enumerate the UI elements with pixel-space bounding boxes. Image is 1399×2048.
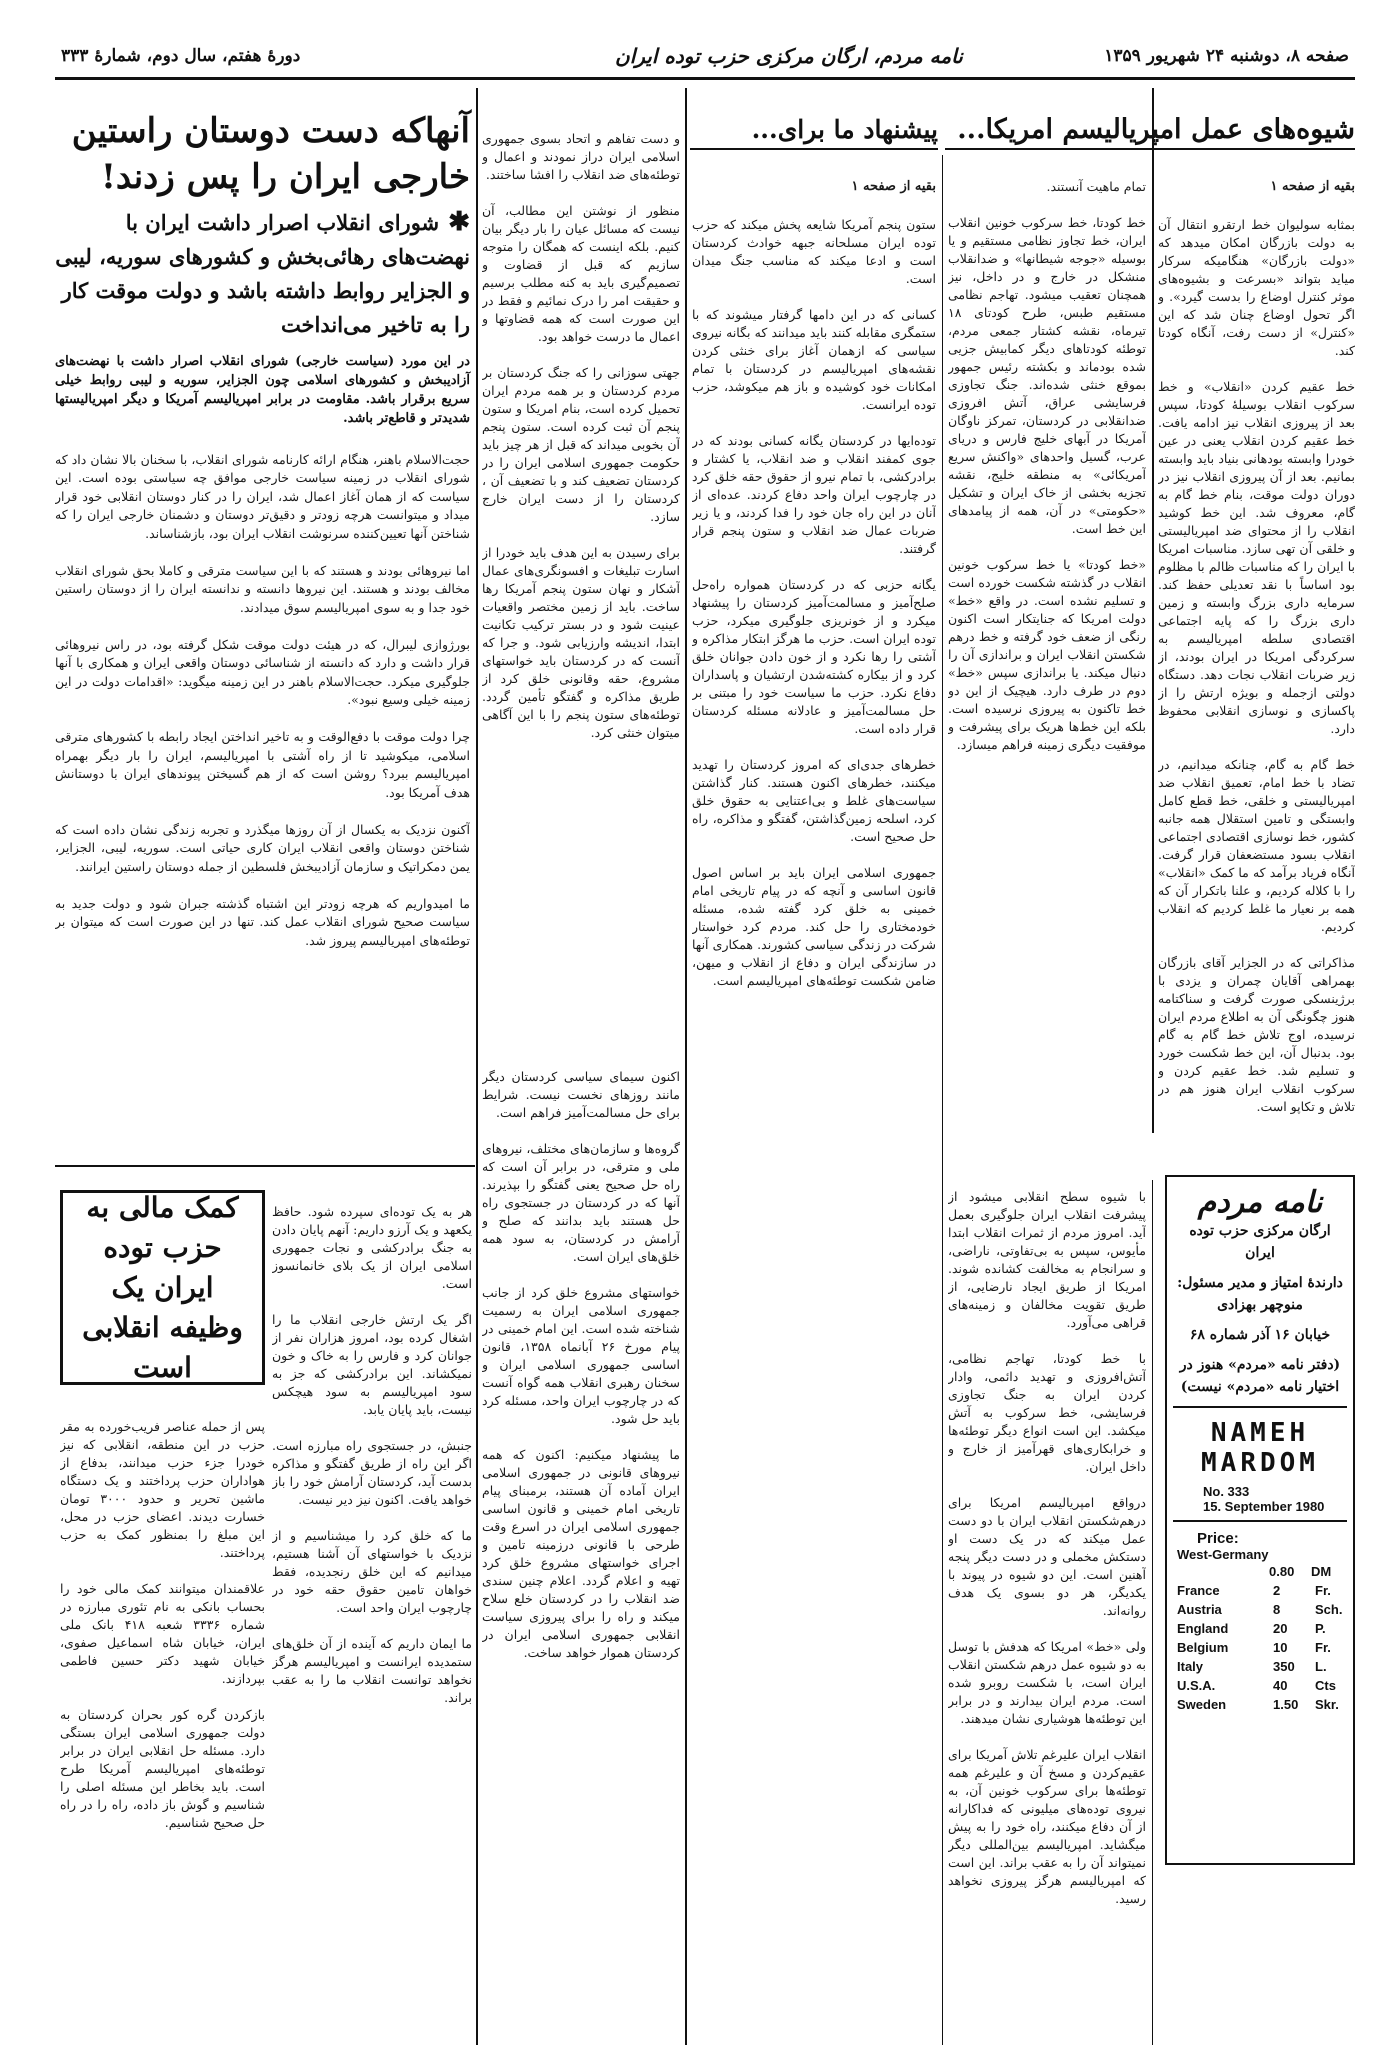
price-amount: 1.50: [1273, 1697, 1299, 1712]
article-aid-text-1: هر به یک توده‌ای سپرده شود. حافظ یکعهد و یک آرزو داریم: آنهم پایان دادن به جنگ برادرکشی و نجات جمهوری اسلامی ایران از یک بلای خانمانسوز است. اگر یک ارتش خارجی انقلاب ما را اشغال کرده بود، امروز هزاران نفر از جوانان کرد و فارس را به خاک و خون نمیکشاند. این برادرکشی که جز به سود امپریالیسم به سود هیچکس نیست، باید پایان یابد. جنبش، در جستجوی راه مبارزه است. اگر این راه از طریق گفتگو و مذاکره بدست آید، کردستان آرامش خود را باز خواهد یافت. اکنون نیز دیر نیست. ما که خلق کرد را میشناسیم و از نزدیک با خواستهای آن آشنا هستیم، میدانیم که این خلق رنجدیده، فقط خواهان تامین حقوق حقه خود در چارچوب ایران واحد است. ما ایمان داریم که آینده از آن خلق‌های ستمدیده ایرانست و امپریالیسم هرگز نخواهد توانست انقلاب ما را به عقب براند.: [272, 1204, 472, 1705]
price-amount: 20: [1273, 1621, 1288, 1636]
masthead-issue-no: No. 333: [1203, 1484, 1250, 1499]
article-proposal-text-3: اکنون سیمای سیاسی کردستان دیگر مانند روزهای نخست نیست. شرایط برای حل مسالمت‌آمیز فراهم است. گروه‌ها و سازمان‌های مختلف، نیروهای ملی و مترقی، در برابر آن است که راه حل صحیح یعنی گفتگو را بپذیرند. آنها که در کردستان در جستجوی راه حل هستند باید بدانند که صلح و آرامش در کردستان، به سود همه خلق‌های ایران است. خواستهای مشروع خلق کرد از جانب جمهوری اسلامی ایران به رسمیت شناخته شده است. این امام خمینی در پیام مورخ ۲۶ آبانماه ۱۳۵۸، قانون اساسی جمهوری اسلامی ایران و سخنان رهبری انقلاب همه گواه آنست که در چارچوب ایران واحد، مسئله کرد باید حل شود. ما پیشنهاد میکنیم: اکنون که همه نیروهای قانونی در جمهوری اسلامی ایران آماده آن هستند، برمبنای پیام تاریخی امام خمینی و قانون اساسی جمهوری اسلامی ایران در اسرع وقت طرحی با قانونی درزمینه تامین و اجرای خواستهای مشروع خلق کرد تهیه و اعلام گردد. اعلام چنین سندی ضد انقلاب را در کردستان خلع سلاح میکند و راه را برای پیروزی سیاست انقلابی جمهوری اسلامی ایران در کردستان هموار خواهد ساخت.: [482, 1069, 680, 1660]
column-divider: [685, 88, 687, 2045]
header-issue-info: دورهٔ هفتم، سال دوم، شمارهٔ ۳۳۳: [61, 46, 301, 66]
price-unit: Fr.: [1315, 1640, 1331, 1655]
price-country: England: [1177, 1621, 1229, 1636]
price-row: [1177, 1600, 1347, 1619]
header-page-date: صفحه ۸، دوشنبه ۲۴ شهریور ۱۳۵۹: [1104, 46, 1349, 66]
article-methods-column-1: [1158, 160, 1355, 1160]
masthead-address: خیابان ۱۶ آذر شماره ۶۸: [1189, 1327, 1331, 1343]
continued-label: بقیه از صفحه ۱: [1270, 179, 1355, 194]
article-methods-text-2: تمام ماهیت آنستند. خط کودتا، خط سرکوب خونین انقلاب ایران، خط تجاوز نظامی مستقیم و یا بوسیله «جوجه شیطانها» و ضدانقلاب منشکل در خارج و در داخل، نیز همچنان تعقیب میشود. تهاجم نظامی مستقیم طبس، طرح کودتای ۱۸ تیرماه، نقشه کشتار جمعی مردم، توطئه کودتاهای دیگر کمابیش جزیی شده بودماند و بکشته رئیس جمهور بموقع خنثی شده‌اند. جنگ تجاوزی فرسایشی عراق، آتش افروزی ضدانقلابی در کردستان، تمرکز ناوگان آمریکا در آبهای خلیج فارس و دریای عرب، گسیل واحدهای «واکنش سریع آمریکائی» به منطقه خلیج، نقشه تجزیه بخشی از خاک ایران و تشکیل «حکومتی» در آن، همه از پیامدهای این خط است. «خط کودتا» یا خط سرکوب خونین انقلاب در گذشته شکست خورده است و تسلیم نشده است. در واقع «خط» دولت امریکا که جنایتکار است اکنون رنگی از ضعف خود گرفته و خط درهم شکستن انقلاب ایران و براندازی آن را دنبال میکند. یا براندازی سپس «خط» دوم در طرف دارد. هیچیک از این دو خط تاکنون به پیروزی نرسیده است. بلکه این خط‌ها هریک برای پیشرفت و موفقیت دیگری زمینه فراهم میسازد.: [948, 179, 1146, 752]
price-unit: Fr.: [1315, 1583, 1331, 1598]
article-friends-body: [55, 432, 470, 1160]
price-unit: Skr.: [1315, 1697, 1339, 1712]
article-aid-text-2: پس از حمله عناصر فریب‌خورده به مقر حزب در این منطقه، انقلابی که نیز خودرا جزء حزب میدانند، بدفاع از هواداران حزب پرداختند و یک دستگاه ماشین تحریر و حدود ۳۰۰۰ تومان خسارت دیدند. اعضای حزب در محل، این مبلغ را بمنظور کمک به حزب پرداختند. علاقمندان میتوانند کمک مالی خود را بحساب بانکی به نام تئوری مبارزه در شماره ۳۳۳۶ شعبه ۴۱۸ بانک ملی ایران، خیابان شاه اسماعیل صفوی، خیابان شهید دکتر حسین فاطمی بپردازند. بازکردن گره کور بحران کردستان به دولت جمهوری اسلامی ایران بستگی دارد. مسئله حل انقلابی ایران در برابر توطئه‌های امپریالیسم آمریکا طرح است. باید بخاطر این مسئله اصلی را شناسیم و گوش باز داده، راه را در راه حل صحیح شناسیم.: [60, 1419, 265, 1830]
price-amount: 2: [1273, 1583, 1281, 1598]
article-methods-title: شیوه‌های عمل امپریالیسم امریکا...: [945, 112, 1355, 150]
price-unit: Sch.: [1315, 1602, 1343, 1617]
section-divider: [55, 1165, 475, 1167]
price-amount: 40: [1273, 1678, 1288, 1693]
article-friends-text: حجت‌الاسلام باهنر، هنگام ارائه کارنامه شورای انقلاب، با سخنان بالا نشان داد که شورای انقلاب در زمینه سیاست خارجی موافق چه سیاستی بوده است. این سیاست که از همان آغاز اعمال شد، ایران را در کنار دوستان انقلابی خود قرار میداد و میتوانست هرچه زودتر و دقیق‌تر دوستان و دشمنان خارجی ایران را که شناختن آنها تعیین‌کننده سرنوشت انقلاب ایران بود، بازشناساند. اما نیروهائی بودند و هستند که با این سیاست مترقی و کاملا بحق شورای انقلاب مخالف بودند و هستند. این نیروها دانسته و ندانسته ایران را از دوستان راستین خود جدا و به سوی امپریالیسم سوق میدادند. بورژوازی لیبرال، که در هیئت دولت موقت شکل گرفته بود، در راس نیروهائی قرار داشت و دارد که دانسته از شناسائی دوستان واقعی ایران و همکاری با آنها جلوگیری میکرد. حجت‌الاسلام باهنر در این زمینه میگوید: «اقدامات دولت در این زمینه خیلی وسیع نبود». چرا دولت موقت با دفع‌الوقت و به تاخیر انداختن ایجاد رابطه با کشورهای مترقی اسلامی، میکوشید تا از راه آشتی با امپریالیسم، ایران را بار دیگر بهمراه امپریالیسم ببرد؟ روشن است که از هم گسیختن پیوندهای ایران با دوستانش هدف آمریکا بود. آکنون نزدیک به یکسال از آن روزها میگذرد و تجربه زندگی نشان داده است که شناختن دوستان واقعی انقلاب ایران کاری حیاتی است. سوریه، لیبی، الجزایر، یمن دمکراتیک و سازمان آزادیبخش فلسطین از جمله دوستان راستین ایرانند. ما امیدواریم که هرچه زودتر این اشتباه گذشته جبران شود و دولت جدید به سیاست صحیح شورای انقلاب عمل کند. تنها در این صورت است که میتوان بر توطئه‌های امپریالیسم پیروز شد.: [55, 451, 470, 948]
column-divider: [1152, 88, 1154, 1133]
price-unit: DM: [1311, 1564, 1332, 1579]
masthead-name: نامه مردم: [1197, 1185, 1323, 1220]
price-row: [1177, 1676, 1347, 1695]
price-country: Sweden: [1177, 1697, 1227, 1712]
column-divider: [476, 88, 478, 2045]
masthead-owner-label: دارندهٔ امتیاز و مدیر مسئول:: [1177, 1275, 1343, 1291]
price-unit: P.: [1315, 1621, 1326, 1636]
article-proposal-title: پیشنهاد ما برای...: [690, 112, 938, 150]
article-methods-text-3: با شیوه سطح انقلابی میشود از پیشرفت انقلاب ایران جلوگیری بعمل آید. امروز مردم از ثمرات انقلاب ابتدا مأیوس، سپس به بی‌تفاوتی، ناراضی، و سرانجام به مخالفت کشانده شوند. امریکا از طریق ایجاد نارضایی، از طریق تقویت مخالفان و زمینه‌های قراهی می‌آورد. با خط کودتا، تهاجم نظامی، آتش‌افروزی و تهدید دائمی، وادار کردن ایران به جنگ تجاوزی فرسایشی، خط سرکوب به آتش میکشد. این است انواع دیگر توطئه‌ها و خرابکاری‌های قهرآمیز از خارج و داخل ایران. درواقع امپریالیسم امریکا برای درهم‌شکستن انقلاب ایران با دو دست عمل میکند که در یک دست او دستکش مخملی و در دست دیگر پنجه آهنین است. این دو شیوه در پیوند با یکدیگر، هر دو بسوی یک هدف روانه‌اند. ولی «خط» امریکا که هدفش با توسل به دو شیوه عمل درهم شکستن انقلاب ایران است، با شکست روبرو شده است. مردم ایران بیدارند و در برابر این توطئه‌ها هوشیاری نشان میدهند. انقلاب ایران علیرغم تلاش آمریکا برای عقیم‌کردن و مسخ آن و علیرغم همه توطئه‌ها برای سرکوب خونین آن، به نیروی توده‌های میلیونی که فداکارانه از آن دفاع میکنند، راه خود را به پیش میگشاید. امپریالیسم بین‌المللی دیگر نمیتواند آن را به عقب براند. این است که امپریالیسم هرگز پیروزی نخواهد رسید.: [948, 1189, 1146, 1906]
header-newspaper-name: نامه مردم، ارگان مرکزی حزب توده ایران: [615, 44, 963, 68]
price-row-west-germany: [1173, 1562, 1347, 1581]
masthead-box: [1165, 1175, 1355, 1865]
article-methods-text-1: بمثابه سولیوان خط ارتقرو انتقال آن به دولت بازرگان امکان میدهد که «دولت بازرگان» هنگامیکه سرکار میاید بتواند «بسرعت و بشیوه‌های موثر کنترل اوضاع را بدست گیرد». و اگر تحول اوضاع چنان شد که این «کنترل» از دست رفت، آنگاه کودتا کند. خط عقیم کردن «انقلاب» و خط سرکوب انقلاب بوسیلهٔ کودتا، سپس بعد از پیروزی انقلاب نیز ادامه یافت. خط عقیم کردن انقلاب یعنی در عین خودرا وابسته بودهانی بنیاد باید وابسته بمانیم. بعد از آن پیروزی انقلاب نیز در دوران دولت موقت، بنام خط گام به گام، معروف شد. این خط کوشید انقلاب را از محتوای ضد امپریالیستی و خلقی آن تهی سازد. مناسبات امریکا با ایران را که مناسبات ظالم با مظلوم بود اساساً با نقد تعدیلی حفظ کند. سرمایه داری بزرگ وابسته و زمین داری بزرگ را که پایه اجتماعی اقتصادی سلطه امپریالیسم به سرکردگی امریکا در ایران بودند، از زیر ضربات انقلاب نجات دهد. دستگاه دولتی ازجمله و بویژه ارتش را از پاکسازی و نوسازی انقلابی محفوظ دارد. خط گام به گام، چنانکه میدانیم، در تضاد با خط امام، تعمیق انقلاب ضد امپریالیستی و خلقی، خط قطع کامل وابستگی و تامین استقلال همه جانبه کشور، خط نوسازی اقتصادی اجتماعی انقلاب بسود مستضعفان قرار گرفت. آنگاه فریاد برآمد که ما کمک «انقلاب» را با کلاله کردیم، و علنا باتکرار آن که همه بر نعیار ما غلط کردیم که انقلاب کردیم. مذاکراتی که در الجزایر آقای بازرگان بهمراهی آقایان چمران و یزدی با برژینسکی صورت گرفت و سناکتامه هنوز چگونگی آن به اطلاع مردم ایران نرسیده، اوج تلاش خط گام به گام بود. بدنبال آن، این خط شکست خورد و تسلیم شد. خط عقیم کردن و سرکوب انقلاب ایران هنوز هم در تلاش و تکاپو است.: [1158, 217, 1355, 1114]
article-aid-column-1: [272, 1185, 472, 2040]
price-row: [1177, 1657, 1347, 1676]
price-region: West-Germany: [1177, 1547, 1269, 1562]
article-proposal-text-1: ستون پنجم آمریکا شایعه پخش میکند که حزب توده ایران مسلحانه جبهه خوادث کردستان است و ادعا میکند که مناسب جنگ میدان است. کسانی که در این دامها گرفتار میشوند که با ستمگری مقابله کنند باید میدانند که بگانه نیروی سیاسی که ازهمان آغاز برای خنثی کردن نقشه‌های امپریالیسم در کردستان با تمام امکانات خود کوشیده و باز هم میکوشد، حزب توده ایرانست. توده‌ایها در کردستان یگانه کسانی بودند که در جوی کمفند انقلاب و ضد انقلاب، یا کشتار و برادرکشی، با تمام نیرو از حقوق حقه خلق کرد در چارچوب ایران واحد دفاع کردند. عده‌ای از آنان در این راه جان خود را فدا کردند، و یا زیر ضربات عمال ضد انقلاب و ستون پنجم قرار گرفتند. یگانه حزبی که در کردستان همواره راه‌حل صلح‌آمیز و مسالمت‌آمیز کردستان را پیشنهاد میکرد و از خونریزی جلوگیری میکرد، حزب توده ایران است. حزب ما هرگز ابتکار مذاکره و آشتی را رها نکرد و از خون دادن جوانان خلق کرد و از بیکاره کشته‌شدن ارتشیان و پاسداران دفاع نکرد. حزب ما سیاست خود را مبتنی بر حل مسالمت‌آمیز و عادلانه مسئله کردستان قرار داده است. خطرهای جدی‌ای که امروز کردستان را تهدید میکنند، خطرهای اکنون هستند. کنار گذاشتن سیاست‌های غلط و بی‌اعتنایی به حقوق خلق کرد، اسلحه زمین‌گذاشتن، گفتگو و مذاکره، راه حل صحیح است. جمهوری اسلامی ایران باید بر اساس اصول قانون اساسی و آنچه که در پیام تاریخی امام خمینی به خلق کرد گفته شده، مسئله خودمختاری را حل کند. مردم کرد خواستار شرکت در زندگی سیاسی کشورند. همکاری آنها در سازندگی ایران و دفاع از انقلاب و میهن، ضامن شکست توطئه‌های امپریالیسم است.: [692, 217, 936, 988]
article-proposal-column-2: [482, 112, 680, 1042]
article-friends-title: آنهاکه دست دوستان راستین خارجی ایران را پس زدند!: [71, 111, 470, 197]
masthead-issue-date: 15. September 1980: [1173, 1499, 1347, 1522]
price-row: [1177, 1581, 1347, 1600]
article-proposal-column-1: [692, 160, 936, 2040]
price-country: France: [1177, 1583, 1220, 1598]
price-country: U.S.A.: [1177, 1678, 1216, 1693]
price-row: [1177, 1695, 1347, 1714]
price-amount: 350: [1273, 1659, 1295, 1674]
page-header: [55, 40, 1355, 80]
price-unit: Cts: [1315, 1678, 1336, 1693]
article-aid-title: کمک مالی به حزب توده ایران یک وظیفه انقلابی است: [82, 1190, 243, 1384]
masthead-org: ارگان مرکزی حزب توده ایران: [1189, 1223, 1331, 1261]
article-friends-subtitle-text: شورای انقلاب اصرار داشت ایران با نهضت‌های رهائی‌بخش و کشورهای سوریه، لیبی و الجزایر روابط داشته باشد و دولت موقت کار را به تاخیر می‌انداخت: [55, 210, 470, 337]
article-aid-title-box: [60, 1190, 265, 1385]
masthead-latin-name-2: MARDOM: [1201, 1448, 1319, 1478]
price-unit: L.: [1315, 1659, 1327, 1674]
article-proposal-text-2: و دست تفاهم و اتحاد بسوی جمهوری اسلامی ایران دراز نمودند و اعمال و توطئه‌های ضد انقلاب را افشا ساختند. منظور از نوشتن این مطالب، آن نیست که مسائل عیان را بار دیگر بیان کنیم. بلکه اینست که همگان را متوجه سازیم که قبل از قضاوت و تصمیم‌گیری باید به کنه مطلب برسیم و حقیقت امر را درک نمائیم و فقط در این صورت است که همه قضاوتها و اعمال ما درست خواهد بود. جهتی سوزانی را که جنگ کردستان بر مردم کردستان و بر همه مردم ایران تحمیل کرده است، بنام امریکا و ستون پنجم آن ثبت کرده است. ستون پنجم آن بخوبی میداند که قبل از هر چیز باید حکومت جمهوری اسلامی ایران را در کردستان تضعیف کند و با تضعیف آن ، کردستان را از دست ایران خارج سازد. برای رسیدن به این هدف باید خودرا از اسارت تبلیغات و افسونگری‌های عمال آشکار و نهان ستون پنجم آمریکا رها ساخت. باید از زمین مختصر واقعیات عینیت شود و در بستر ترکیب تکانیت ابتدا، اندیشه وارزیابی شود. و جرا که آنست که در کردستان باید خواستهای مشروع، حقه وقانونی خلق کرد از طریق مذاکره و گفتگو تأمین گردد. توطئه‌های ستون پنجم را با این آگاهی میتوان خنثی کرد.: [482, 131, 680, 740]
masthead-owner-name: منوچهر بهزادی: [1217, 1297, 1303, 1313]
masthead-office-note: (دفتر نامه «مردم» هنوز در اختیار نامه «مردم» نیست): [1173, 1354, 1347, 1408]
column-divider: [942, 155, 943, 2045]
price-amount: 0.80: [1269, 1564, 1295, 1579]
masthead-latin-name-1: NAMEH: [1210, 1418, 1310, 1448]
article-methods-column-3: [948, 1170, 1146, 2040]
continued-label: بقیه از صفحه ۱: [851, 179, 936, 194]
price-label: Price:: [1197, 1530, 1239, 1547]
article-methods-column-2: [948, 160, 1146, 1160]
price-list: [1173, 1581, 1347, 1714]
column-divider: [1152, 1180, 1153, 2045]
price-country: Belgium: [1177, 1640, 1229, 1655]
price-row: [1177, 1638, 1347, 1657]
article-aid-column-2: [60, 1400, 265, 2040]
asterisk-bullet-icon: ✱: [439, 207, 470, 237]
price-country: Italy: [1177, 1659, 1204, 1674]
price-amount: 10: [1273, 1640, 1288, 1655]
price-amount: 8: [1273, 1602, 1281, 1617]
price-row: [1177, 1619, 1347, 1638]
article-proposal-column-3: [482, 1050, 680, 2040]
article-methods-continuation: [1160, 1872, 1355, 2040]
price-country: Austria: [1177, 1602, 1222, 1617]
article-friends-intro: در این مورد (سیاست خارجی) شورای انقلاب اصرار داشت با نهضت‌های آزادیبخش و کشورهای اسلامی چون الجزایر، سوریه و لیبی روابط خیلی سریع برقرار باشد. مقاومت در برابر امپریالیسم آمریکا و دیگر امپریالیستها شدیدتر و قاطع‌تر باشد.: [55, 354, 470, 426]
article-friends-subtitle: [55, 205, 470, 342]
